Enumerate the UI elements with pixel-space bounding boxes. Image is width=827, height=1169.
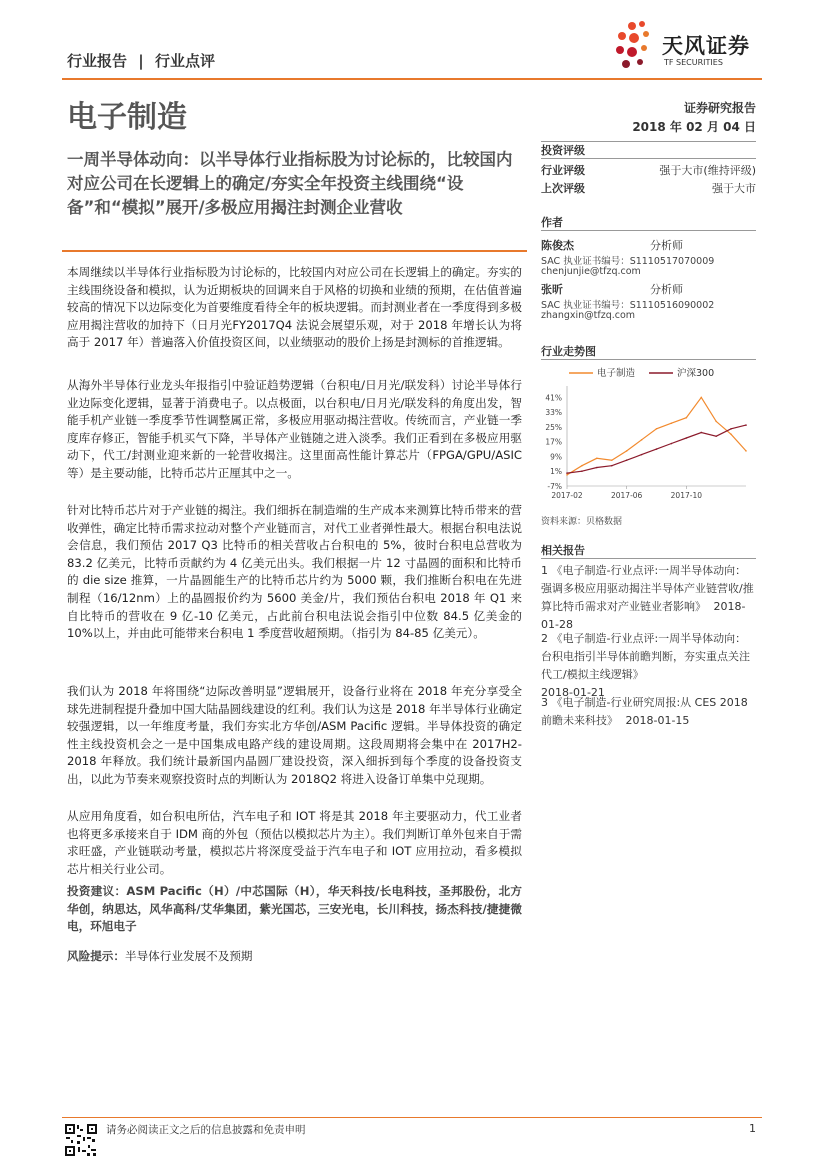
data-point <box>611 465 613 467</box>
footer-divider <box>62 1117 762 1118</box>
investment-label: 投资建议： <box>67 884 127 898</box>
sector-title: 电子制造 <box>67 100 187 135</box>
data-point <box>745 450 747 452</box>
category-label: 行业报告 <box>67 52 128 70</box>
y-tick-label: -7% <box>547 482 562 491</box>
data-point <box>581 465 583 467</box>
related-item-1-text[interactable]: 1 《电子制造-行业点评:一周半导体动向：强调多极应用驱动揭注半导体产业链营收/推算比特币需求对产业链业者影响》 <box>541 564 754 613</box>
rating-under-line <box>541 158 756 159</box>
subcategory-label: 行业点评 <box>154 52 215 70</box>
risk-label: 风险提示： <box>67 949 125 963</box>
authors-heading: 作者 <box>541 216 563 229</box>
data-point <box>626 459 628 461</box>
data-point <box>700 432 702 434</box>
investment-advice <box>67 883 522 936</box>
author-2-title: 分析师 <box>650 283 683 296</box>
report-type: 证券研究报告 <box>683 101 756 115</box>
footer-disclaimer: 请务必阅读正文之后的信息披露和免责申明 <box>106 1124 306 1136</box>
related-item-1[interactable] <box>541 562 756 634</box>
rating-value-1: 强于大市(维持评级) <box>659 164 756 177</box>
related-line <box>541 558 756 559</box>
series-line-0 <box>567 397 746 475</box>
legend-label-0: 电子制造 <box>597 368 636 379</box>
data-point <box>566 472 568 474</box>
risk-warning <box>67 948 522 966</box>
authors-line <box>541 230 756 231</box>
report-category <box>67 50 215 71</box>
qr-code-icon <box>64 1123 98 1157</box>
data-point <box>581 470 583 472</box>
data-point <box>686 437 688 439</box>
related-item-2[interactable] <box>541 630 756 702</box>
related-item-3-text[interactable]: 3 《电子制造-行业研究周报:从 CES 2018 前瞻未来科技》 <box>541 696 748 727</box>
data-point <box>715 435 717 437</box>
y-tick-label: 9% <box>550 452 562 462</box>
y-tick-label: 1% <box>550 467 562 477</box>
data-point <box>715 421 717 423</box>
author-2-name: 张昕 <box>541 283 563 296</box>
logo-cn: 天风证券 <box>662 34 750 58</box>
page-number: 1 <box>749 1122 756 1135</box>
author-1-email[interactable]: chenjunjie@tfzq.com <box>541 266 641 277</box>
report-date: 2018 年 02 月 04 日 <box>632 120 756 134</box>
related-item-1-date: 2018-01-28 <box>541 600 746 631</box>
risk-text: 半导体行业发展不及预期 <box>124 949 253 963</box>
trend-source: 资料来源：贝格数据 <box>541 517 623 527</box>
trend-heading: 行业走势图 <box>541 345 596 358</box>
legend-label-1: 沪深300 <box>677 368 715 379</box>
rating-label-2: 上次评级 <box>541 182 585 195</box>
headline: 一周半导体动向：以半导体行业指标股为讨论标的，比较国内对应公司在长逻辑上的确定/夯实全年投资主线围绕“设备”和“模拟”展开/多极应用揭注封测企业营收 <box>67 150 513 217</box>
related-item-3-date: 2018-01-15 <box>625 714 690 727</box>
related-heading: 相关报告 <box>541 544 585 557</box>
related-item-2-text[interactable]: 2 《电子制造-行业点评:一周半导体动向：台积电指引半导体前瞻判断，夯实重点关注代工/模拟主线逻辑》 <box>541 632 750 681</box>
paragraph-1: 本周继续以半导体行业指标股为讨论标的，比较国内对应公司在长逻辑上的确定。夯实的主线围绕设备和模拟，认为近期板块的回调来自于风格的切换和业绩的预期，在估值普遍较高的情况下以边际变化为首要维度看待全年的板块逻辑。而封测业者在一季度得到多极应用揭注营收的加持下（日月光FY2017Q4 法说会展望乐观，对于 2018 年增长认为将高于 2017 年）普遍落入价值投资区间，以业绩驱动的股价上扬是封测标的首推逻辑。 <box>67 265 522 350</box>
x-tick-label: 2017-06 <box>610 491 643 500</box>
paragraph-4: 我们认为 2018 年将围绕“边际改善明显”逻辑展开，设备行业将在 2018 年充分享受全球先进制程提升叠加中国大陆晶圆线建设的红利。我们认为这是 2018 年半导体行业确定较强逻辑，以一年维度考量，我们夯实北方华创/ASM Pacific 逻辑。半导体投资的确定性主线投资机会之一是中国集成电路产线的建设周期。这段周期将会集中在 2017H2-2018 年释放。我们统计最新国内晶圆厂建设投资，深入细拆到每个季度的设备投资支出，以此为节奏来观察投资时点的判断认为 2018Q2 将进入设备订单集中兑现期。 <box>67 684 522 786</box>
investment-text: ASM Pacific（H）/中芯国际（H），华天科技/长电科技，圣邦股份，北方华创，纳思达，风华高科/艾华集团，紫光国芯，三安光电，长川科技，扬杰科技/捷捷微电，环旭电子 <box>67 884 522 934</box>
x-tick-label: 2017-10 <box>670 491 703 500</box>
data-point <box>656 428 658 430</box>
y-tick-label: 33% <box>545 408 562 418</box>
rating-value-2: 强于大市 <box>712 182 756 195</box>
author-2-email[interactable]: zhangxin@tfzq.com <box>541 310 636 321</box>
company-logo <box>612 18 762 74</box>
data-point <box>671 422 673 424</box>
author-1-name: 陈俊杰 <box>541 239 574 252</box>
category-separator: | <box>138 52 144 70</box>
paragraph-3: 针对比特币芯片对于产业链的揭注。我们细拆在制造端的生产成本来测算比特币带来的营收弹性，确定比特币需求拉动对整个产业链而言，对代工业者弹性最大。根据台积电法说会信息，我们预估 2017 Q3 比特币的相关营收占台积电的 5%，彼时台积电总营收为 83.2 亿美元，比特币贡献约为 4 亿美元出头。我们根据一片 12 寸晶圆的面积和比特币的 die size 推算，一片晶圆能生产的比特币芯片约为 5000 颗，我们推断台积电在先进制程（16/12nm）上的晶圆报价约为 5600 美金/片，我们预估台积电 2018 年 Q1 来自比特币的营收在 9 亿-10 亿美元，占此前台积电法说会指引中位数 84.5 亿美金的 10%以上，并由此可能带来台积电 1 季度营收超预期。（指引为 84-85 亿美元）。 <box>67 503 522 641</box>
author-1-title: 分析师 <box>650 239 683 252</box>
logo-en: TF SECURITIES <box>664 58 723 67</box>
trend-line <box>541 359 756 360</box>
header-divider <box>62 78 762 80</box>
related-item-2-date: 2018-01-21 <box>541 686 605 699</box>
data-point <box>671 443 673 445</box>
data-point <box>566 474 568 476</box>
x-tick-label: 2017-02 <box>551 491 583 500</box>
y-tick-label: 41% <box>545 393 562 403</box>
author-1-sac: SAC 执业证书编号：S1110517070009 <box>541 256 715 267</box>
data-point <box>745 424 747 426</box>
data-point <box>626 450 628 452</box>
data-point <box>656 448 658 450</box>
author-2-sac: SAC 执业证书编号：S1110516090002 <box>541 300 715 311</box>
headline-divider <box>62 250 527 252</box>
data-point <box>596 467 598 469</box>
paragraph-2: 从海外半导体行业龙头年报指引中验证趋势逻辑（台积电/日月光/联发科）讨论半导体行业边际变化逻辑，显著于消费电子。以点极面，以台积电/日月光/联发科的角度出发，智能手机产业链一季度季节性调整属正常，多极应用驱动揭注营收。传统而言，产业链一季度库存修正，智能手机买气下降，半导体产业链随之进入淡季。我们正看到在多极应用驱动下，代工/封测业迎来新的一轮营收揭注。这里面高性能计算芯片（FPGA/GPU/ASIC 等）是主要动能，比特币芯片正厘其中之一。 <box>67 378 522 480</box>
data-point <box>641 439 643 441</box>
rating-label-1: 行业评级 <box>541 164 585 177</box>
data-point <box>686 417 688 419</box>
data-point <box>700 397 702 399</box>
data-point <box>641 454 643 456</box>
y-tick-label: 17% <box>545 437 562 447</box>
data-point <box>730 434 732 436</box>
data-point <box>596 458 598 460</box>
rating-heading: 投资评级 <box>541 144 585 157</box>
logo-dots-icon <box>612 18 668 74</box>
y-tick-label: 25% <box>545 422 562 432</box>
trend-chart <box>541 364 756 504</box>
paragraph-5: 从应用角度看，如台积电所估，汽车电子和 IOT 将是其 2018 年主要驱动力，代工业者也将更多承接来自于 IDM 商的外包（预估以模拟芯片为主）。我们判断订单外包来自于需求旺盛，产业链联动考量，模拟芯片将深度受益于汽车电子和 IOT 应用拉动，看多模拟芯片相关行业公司。 <box>67 809 522 876</box>
data-point <box>611 459 613 461</box>
data-point <box>730 428 732 430</box>
related-item-3[interactable] <box>541 694 756 730</box>
